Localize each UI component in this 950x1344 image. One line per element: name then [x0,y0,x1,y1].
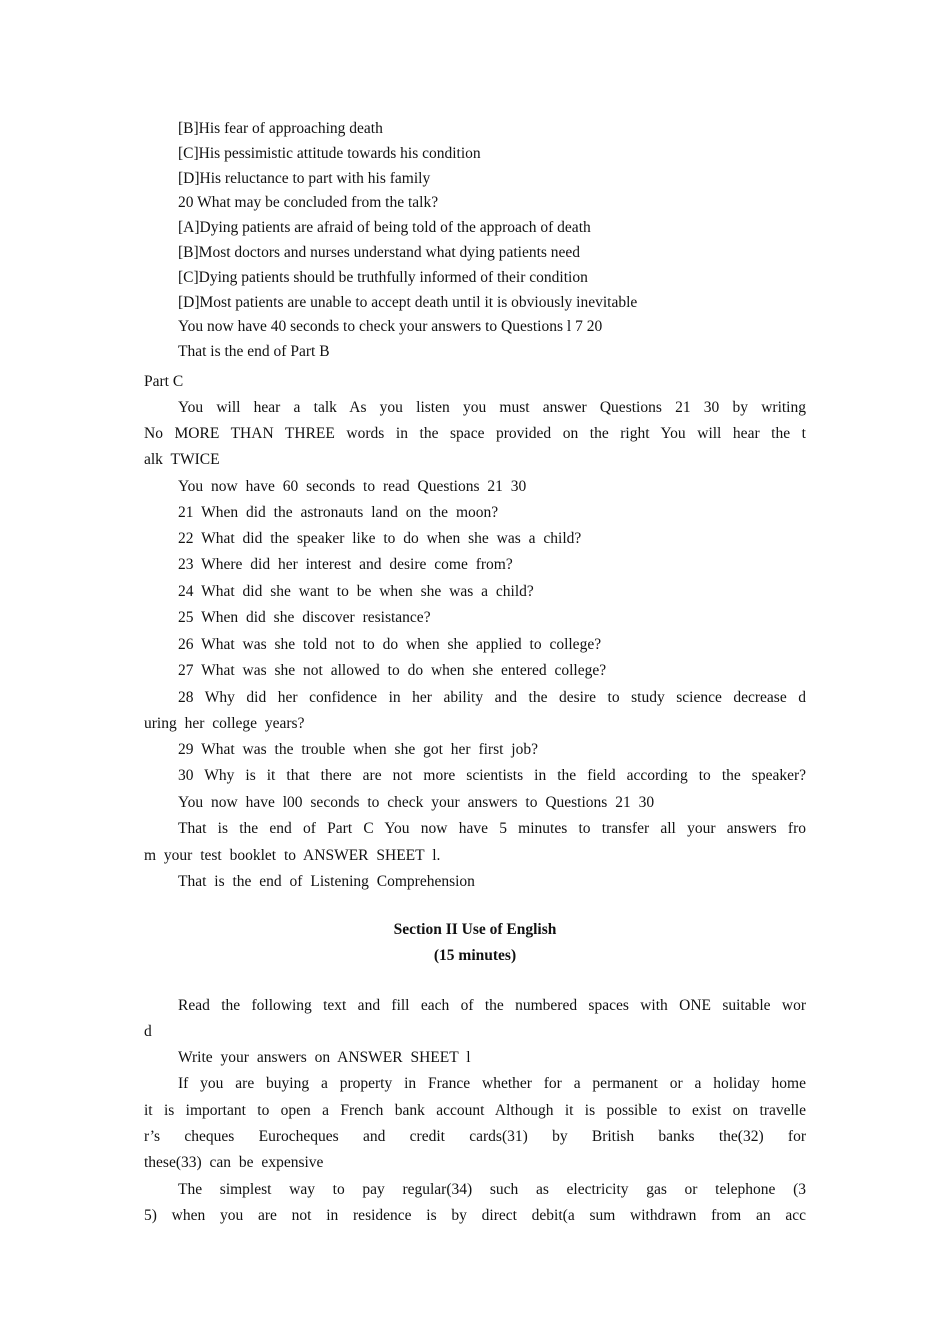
question-23: 23 Where did her interest and desire come from? [178,556,513,573]
part-c-title: Part C [144,373,184,390]
passage-line-3: r’s cheques Eurocheques and credit cards(31) by British banks the(32) for [144,1128,806,1145]
option-20-d: [D]Most patients are unable to accept death until it is obviously inevitable [178,294,638,311]
question-24: 24 What did she want to be when she was a child? [178,583,534,600]
passage-line-1: If you are buying a property in France whether for a permanent or a holiday home [178,1075,806,1092]
part-c-end-line-2: m your test booklet to ANSWER SHEET l. [144,847,441,864]
part-c-read-time: You now have 60 seconds to read Questions 21 30 [178,478,527,495]
option-20-c: [C]Dying patients should be truthfully informed of their condition [178,269,588,286]
part-c-check-answers: You now have l00 seconds to check your answers to Questions 21 30 [178,794,655,811]
part-b-end: That is the end of Part B [178,343,330,360]
section-2-instruction-line-2: d [144,1023,152,1040]
part-c-intro-line-2: No MORE THAN THREE words in the space provided on the right You will hear the t [144,425,806,442]
option-20-b: [B]Most doctors and nurses understand what dying patients need [178,244,581,261]
question-21: 21 When did the astronauts land on the moon? [178,504,499,521]
question-28-line-2: uring her college years? [144,715,305,732]
listening-end: That is the end of Listening Comprehension [178,873,475,890]
passage-line-2: it is important to open a French bank account Although it is possible to exist on travelle [144,1102,806,1119]
question-26: 26 What was she told not to do when she applied to college? [178,636,602,653]
passage-line-6: 5) when you are not in residence is by direct debit(a sum withdrawn from an acc [144,1207,806,1224]
question-20: 20 What may be concluded from the talk? [178,194,439,211]
section-2-time: (15 minutes) [433,947,517,964]
section-2-title: Section II Use of English [393,921,557,938]
question-30: 30 Why is it that there are not more scientists in the field according to the speaker? [178,767,806,784]
option-19-d: [D]His reluctance to part with his family [178,170,431,187]
part-c-end-line-1: That is the end of Part C You now have 5 minutes to transfer all your answers fro [178,820,806,837]
passage-line-5: The simplest way to pay regular(34) such as electricity gas or telephone (3 [178,1181,806,1198]
write-answers-instruction: Write your answers on ANSWER SHEET l [178,1049,471,1066]
passage-line-4: these(33) can be expensive [144,1154,324,1171]
part-b-check-answers: You now have 40 seconds to check your answers to Questions l 7 20 [178,318,603,335]
question-28-line-1: 28 Why did her confidence in her ability and the desire to study science decrease d [178,689,806,706]
option-19-b: [B]His fear of approaching death [178,120,383,137]
question-25: 25 When did she discover resistance? [178,609,431,626]
option-20-a: [A]Dying patients are afraid of being told of the approach of death [178,219,591,236]
part-c-intro-line-1: You will hear a talk As you listen you must answer Questions 21 30 by writing [178,399,806,416]
section-2-instruction-line-1: Read the following text and fill each of the numbered spaces with ONE suitable wor [178,997,806,1014]
option-19-c: [C]His pessimistic attitude towards his condition [178,145,481,162]
part-c-intro-line-3: alk TWICE [144,451,220,468]
question-22: 22 What did the speaker like to do when she was a child? [178,530,582,547]
question-27: 27 What was she not allowed to do when she entered college? [178,662,607,679]
question-29: 29 What was the trouble when she got her first job? [178,741,538,758]
